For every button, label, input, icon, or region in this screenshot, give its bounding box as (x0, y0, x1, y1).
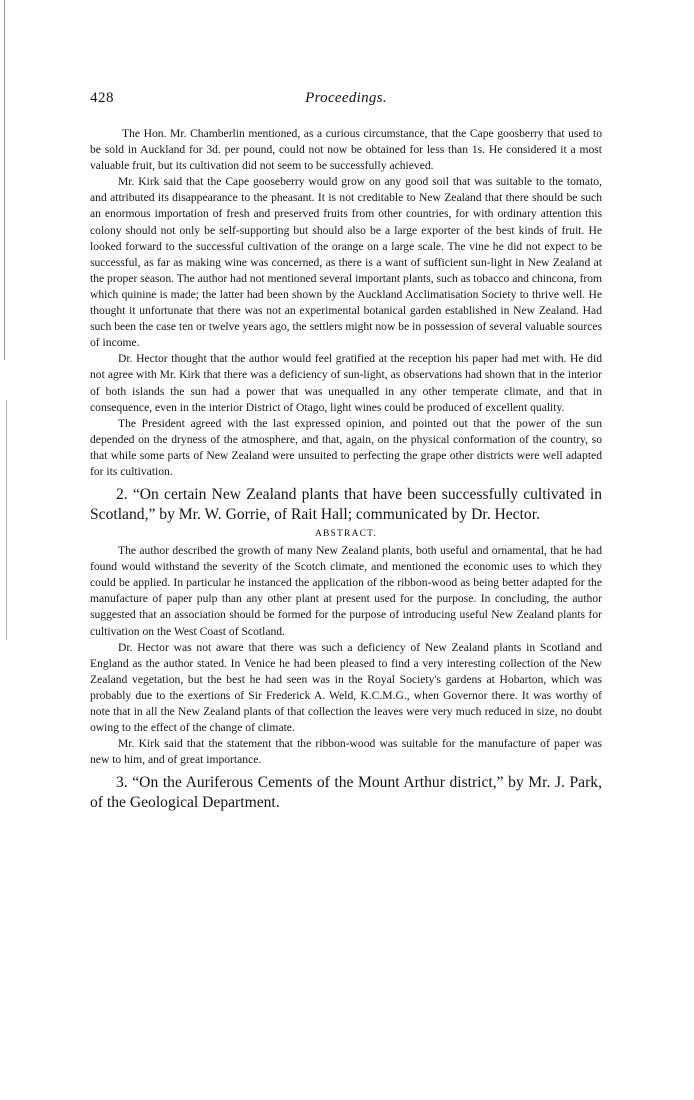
paragraph-kirk: Mr. Kirk said that the Cape gooseberry would grow on any good soil that was suitable to the tomato, and attributed its disappearance to the pheasant. It is not creditable to New Zealand that there should be such an enormous importation of fresh and preserved fruits from other countries, for with ordinary attention this colony should not only be self-supporting but should also be a large exporter of the best kinds of fruit. He looked forward to the successful cultivation of the orange on a large scale. The vine he did not expect to be successful, as far as making wine was concerned, as there is a want of sufficient sun-light in New Zealand at the proper season. The author had not mentioned several important plants, such as tobacco and chincona, from which quinine is made; the latter had been shown by the Auckland Acclimatisation Society to thrive well. He thought it unfortunate that there was not an experimental botanical garden established in New Zealand. Had such been the case ten or twelve years ago, the settlers might now be in possession of several valuable sources of income. (90, 175, 603, 350)
paragraph-kirk-reply: Mr. Kirk said that the statement that the ribbon-wood was suitable for the manufacture of paper was new to him, and of great importance. (90, 737, 602, 767)
page-header (90, 90, 602, 112)
paragraph-abstract: The author described the growth of many New Zealand plants, both useful and ornamental, that he had found would withstand the severity of the Scotch climate, and mentioned the economic uses to which they could be applied. In particular he instanced the application of the ribbon-wood as being better adapted for the manufacture of paper pulp than any other plant at present used for the purpose. In concluding, the author suggested that an association should be formed for the purpose of introducing useful New Zealand plants for cultivation on the West Coast of Scotland. (90, 544, 602, 638)
abstract-heading: ABSTRACT. (314, 529, 378, 540)
paper-3-title: 3. “On the Auriferous Cements of the Mount Arthur district,” by Mr. J. Park, of the Geological Department. (90, 774, 602, 811)
paragraph-president: The President agreed with the last expressed opinion, and pointed out that the power of the sun depended on the dryness of the atmosphere, and that, again, on the physical conformation of the country, so that while some parts of New Zealand were unsuited to perfecting the grape other districts were well adapted for its cultivation. (90, 416, 602, 478)
paragraph-hector-reply: Dr. Hector was not aware that there was such a deficiency of New Zealand plants in Scotland and England as the author stated. In Venice he had been pleased to find a very interesting collection of the New Zealand vegetation, but the best he had seen was in the Royal Society's gardens at Hobarton, which was probably due to the exertions of Sir Frederick A. Weld, K.C.M.G., when Governor there. It was worthy of note that in all the New Zealand plants of that collection the leaves were very much reduced in size, no doubt owing to the effect of the change of climate. (90, 640, 602, 735)
paper-2-title: 2. “On certain New Zealand plants that have been successfully cultivated in Scotland,” by Mr. W. Gorrie, of Rait Hall; communicated by Dr. Hector. (90, 486, 602, 523)
binding-edge-line (6, 400, 7, 640)
page-body (90, 126, 602, 815)
running-head: Proceedings. (305, 90, 387, 106)
page-number: 428 (90, 90, 114, 106)
binding-edge-line (4, 0, 5, 360)
paragraph-chamberlin: The Hon. Mr. Chamberlin mentioned, as a curious circumstance, that the Cape goosberry that used to be sold in Auckland for 3d. per pound, could not now be obtained for less than 1s. He considered it a most valuable fruit, but its cultivation did not seem to be successfully achieved. (90, 127, 602, 173)
paragraph-hector: Dr. Hector thought that the author would feel gratified at the reception his paper had met with. He did not agree with Mr. Kirk that there was a deficiency of sun-light, as observations had shown that in the interior of both islands the sun had a power that was unequalled in any other temperate climate, and that in consequence, even in the interior District of Otago, light wines could be produced of excellent quality. (90, 352, 602, 414)
